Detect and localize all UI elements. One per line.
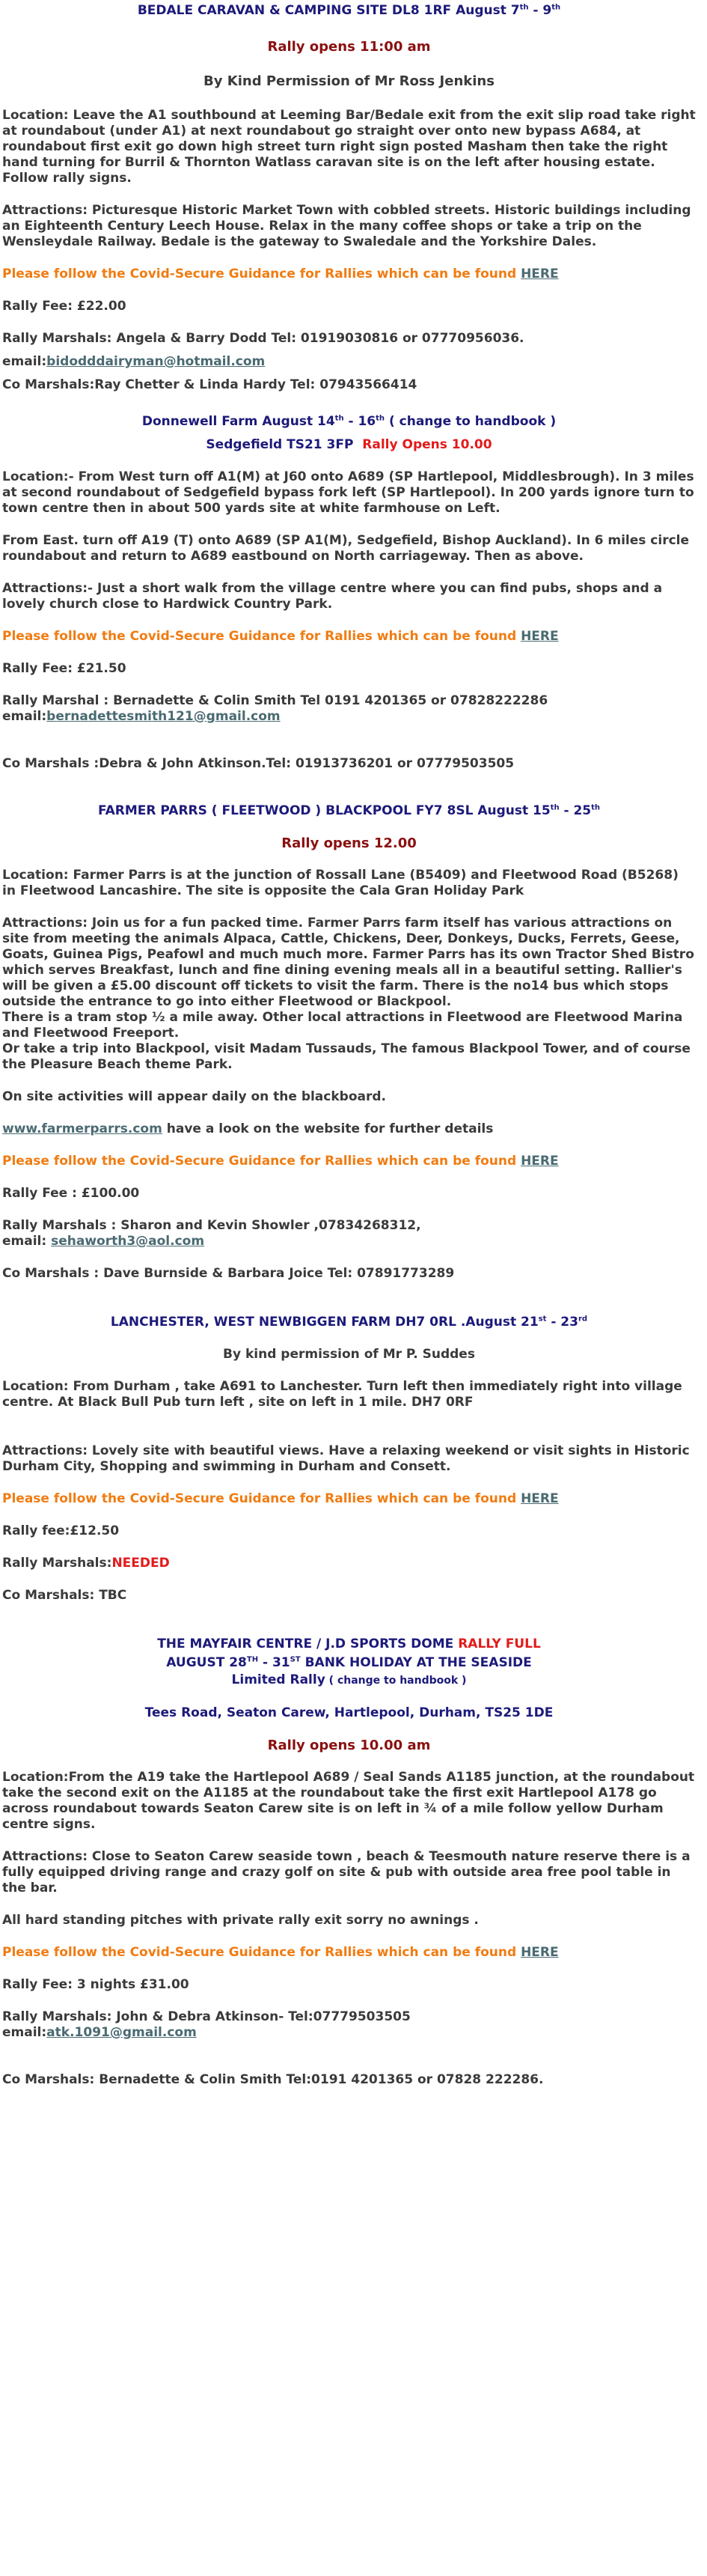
rally-lanchester (2, 1315, 696, 1604)
rally-fee: Rally Fee: 3 nights £31.00 (2, 1977, 189, 1992)
rally-title: LANCHESTER, WEST NEWBIGGEN FARM DH7 0RL .August 21st - 23rd (110, 1315, 588, 1330)
rally-marshals: Rally Marshals:NEEDED (2, 1556, 170, 1571)
rally-attractions: Attractions: Picturesque Historic Market Town with cobbled streets. Historic buildings including an Eighteenth Century Leech House. Relax in the many coffee shops or take a trip on the Wensleydale Railway. Bedale is the gateway to Swaledale and the Yorkshire Dales. (2, 203, 691, 249)
rally-title: BEDALE CARAVAN & CAMPING SITE DL8 1RF August 7th - 9th (137, 3, 561, 18)
rally-location: Location: Leave the A1 southbound at Leeming Bar/Bedale exit from the exit slip road take right at roundabout (under A1) at next roundabout go straight over onto new bypass A684, at roundabout first exit go down high street turn right sign posted Masham then take the right hand turning for Burril & Thornton Watlass caravan site is on the left after housing estate. Follow rally signs. (2, 108, 696, 186)
covid-guidance: Please follow the Covid-Secure Guidance for Rallies which can be found HERE (2, 267, 559, 281)
rally-fee: Rally Fee: £22.00 (2, 299, 126, 314)
rally-attractions: Attractions: Join us for a fun packed time. Farmer Parrs farm itself has various attractions on site from meeting the animals Alpaca, Cattle, Chickens, Deer, Donkeys, Ducks, Ferrets, Geese, Goats, Guinea Pigs, Peafowl and much much more. Farmer Parrs has its own Tractor Shed Bistro which serves Breakfast, lunch and fine dining evening meals all in a beautiful setting. Rallier's will be given a £5.00 discount off tickets to visit the farm. There is the no14 bus which stops outside the entrance to go into either Fleetwood or Blackpool. There is a tram stop ½ a mile away. Other local attractions in Fleetwood are Fleetwood Marina and Fleetwood Freeport. Or take a trip into Blackpool, visit Madam Tussauds, The famous Blackpool Tower, and of course the Pleasure Beach theme Park. (2, 916, 694, 1072)
rally-title: THE MAYFAIR CENTRE / J.D SPORTS DOME RALLY FULL (157, 1636, 541, 1651)
rally-email: email:bidodddairyman@hotmail.com (2, 354, 266, 369)
rally-permission: By kind permission of Mr P. Suddes (223, 1347, 475, 1362)
rally-address: Tees Road, Seaton Carew, Hartlepool, Durham, TS25 1DE (144, 1705, 554, 1720)
rally-opens: Rally Opens 10.00 (362, 437, 492, 452)
rally-pitches: All hard standing pitches with private rally exit sorry no awnings . (2, 1913, 479, 1928)
rally-attractions: Attractions:- Just a short walk from the village centre where you can find pubs, shops and a lovely church close to Hardwick Country Park. (2, 581, 663, 612)
rally-email: email:bernadettesmith121@gmail.com (2, 709, 281, 724)
rally-location: Location:- From West turn off A1(M) at J60 onto A689 (SP Hartlepool, Middlesbrough). In 3 miles at second roundabout of Sedgefield bypass fork left (SP Hartlepool). In 200 yards ignore turn to town centre then in about 500 yards site at white farmhouse on Left. (2, 469, 694, 516)
co-marshals: Co Marshals: Bernadette & Colin Smith Tel:0191 4201365 or 07828 222286. (2, 2072, 544, 2087)
rally-fee: Rally Fee: £21.50 (2, 661, 126, 676)
rally-title: FARMER PARRS ( FLEETWOOD ) BLACKPOOL FY7 8SL August 15th - 25th (97, 803, 601, 818)
covid-guidance-link[interactable]: HERE (521, 267, 559, 281)
co-marshals: Co Marshals :Debra & John Atkinson.Tel: 01913736201 or 07779503505 (2, 756, 515, 771)
email-link[interactable]: atk.1091@gmail.com (46, 2025, 197, 2040)
rally-location: Location:From the A19 take the Hartlepool A689 / Seal Sands A1185 junction, at the roundabout take the second exit on the A1185 at the roundabout take the first exit Hartlepool A178 go across roundabout towards Seaton Carew site is on left in ¾ of a mile follow yellow Durham centre signs. (2, 1770, 695, 1832)
covid-guidance-link[interactable]: HERE (521, 1154, 559, 1169)
email-link[interactable]: sehaworth3@aol.com (51, 1234, 205, 1249)
rally-marshals: Rally Marshals: John & Debra Atkinson- Tel:07779503505 (2, 2009, 411, 2024)
rally-fee: Rally fee:£12.50 (2, 1523, 120, 1538)
covid-guidance-link[interactable]: HERE (521, 1945, 559, 1960)
rally-fee: Rally Fee : £100.00 (2, 1186, 140, 1201)
rally-opens: Rally opens 12.00 (281, 835, 417, 851)
co-marshals: Co Marshals: TBC (2, 1588, 127, 1603)
covid-guidance: Please follow the Covid-Secure Guidance for Rallies which can be found HERE (2, 629, 559, 644)
rally-directions-east: From East. turn off A19 (T) onto A689 (SP A1(M), Sedgefield, Bishop Auckland). In 6 miles circle roundabout and return to A689 eastbound on North carriageway. Then as above. (2, 533, 690, 564)
rally-website: www.farmerparrs.com have a look on the website for further details (2, 1121, 494, 1136)
rally-attractions: Attractions: Close to Seaton Carew seaside town , beach & Teesmouth nature reserve there is a fully equipped driving range and crazy golf on site & pub with outside area free pool table in the bar. (2, 1849, 691, 1896)
rally-marshals: Rally Marshals : Sharon and Kevin Showler ,07834268312, (2, 1218, 421, 1233)
covid-guidance-link[interactable]: HERE (521, 629, 559, 644)
rally-permission: By Kind Permission of Mr Ross Jenkins (203, 73, 495, 89)
covid-guidance: Please follow the Covid-Secure Guidance for Rallies which can be found HERE (2, 1491, 559, 1506)
co-marshals: Co Marshals : Dave Burnside & Barbara Joice Tel: 07891773289 (2, 1266, 455, 1281)
rally-limited: Limited Rally ( change to handbook ) (231, 1672, 467, 1687)
rally-title: Donnewell Farm August 14th - 16th ( change to handbook ) (141, 414, 557, 429)
rally-dates: AUGUST 28TH - 31ST BANK HOLIDAY AT THE SEASIDE (166, 1655, 532, 1670)
rally-location: Location: Farmer Parrs is at the junction of Rossall Lane (B5409) and Fleetwood Road (B5268) in Fleetwood Lancashire. The site is opposite the Cala Gran Holiday Park (2, 868, 679, 898)
co-marshals: Co Marshals:Ray Chetter & Linda Hardy Tel: 07943566414 (2, 377, 417, 392)
rally-opens: Rally opens 10.00 am (267, 1738, 431, 1753)
rally-bedale (2, 0, 696, 393)
covid-guidance: Please follow the Covid-Secure Guidance for Rallies which can be found HERE (2, 1945, 559, 1960)
rally-farmer-parrs (2, 803, 696, 1282)
rally-donnewell (2, 414, 696, 772)
covid-guidance: Please follow the Covid-Secure Guidance for Rallies which can be found HERE (2, 1154, 559, 1169)
covid-guidance-link[interactable]: HERE (521, 1491, 559, 1506)
rally-opens: Rally opens 11:00 am (267, 39, 431, 55)
rally-mayfair (2, 1636, 696, 2088)
email-link[interactable]: bernadettesmith121@gmail.com (46, 709, 281, 724)
rally-onsite: On site activities will appear daily on the blackboard. (2, 1089, 386, 1104)
rally-email: email: sehaworth3@aol.com (2, 1234, 205, 1249)
website-link[interactable]: www.farmerparrs.com (2, 1121, 162, 1136)
rally-marshals: Rally Marshals: Angela & Barry Dodd Tel: 01919030816 or 07770956036. (2, 331, 524, 346)
rally-location: Location: From Durham , take A691 to Lanchester. Turn left then immediately right into village centre. At Black Bull Pub turn left , site on left in 1 mile. DH7 0RF (2, 1379, 682, 1410)
rally-full-badge: RALLY FULL (458, 1636, 541, 1651)
marshals-needed-badge: NEEDED (111, 1556, 170, 1571)
rally-email: email:atk.1091@gmail.com (2, 2025, 197, 2040)
rally-subtitle: Sedgefield TS21 3FP Rally Opens 10.00 (206, 437, 492, 452)
rally-attractions: Attractions: Lovely site with beautiful views. Have a relaxing weekend or visit sights in Historic Durham City, Shopping and swimming in Durham and Consett. (2, 1443, 690, 1474)
rally-marshal: Rally Marshal : Bernadette & Colin Smith Tel 0191 4201365 or 07828222286 (2, 693, 548, 708)
email-link[interactable]: bidodddairyman@hotmail.com (46, 354, 266, 369)
